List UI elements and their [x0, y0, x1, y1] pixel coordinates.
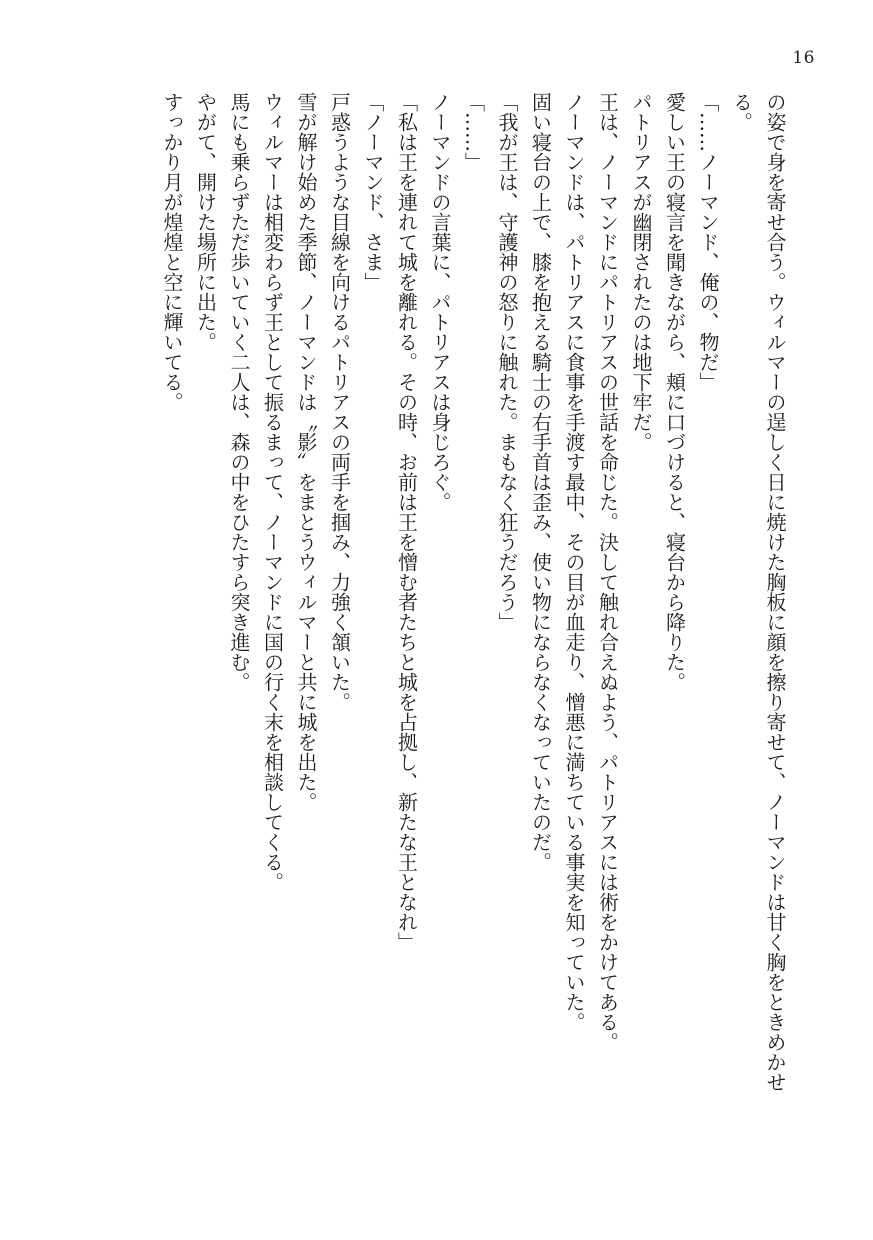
text-line: る。: [729, 92, 754, 132]
text-line: 馬にも乗らずただ歩いていく二人は、森の中をひたすら突き進む。: [227, 92, 251, 692]
text-line: の姿で身を寄せ合う。ウィルマーの逞しく日に焼けた胸板に顔を擦り寄せて、ノーマンドは甘く胸をときめかせ: [763, 92, 787, 1092]
text-line: 王は、ノーマンドにパトリアスの世話を命じた。決して触れ合えぬよう、パトリアスには術をかけてある。: [595, 92, 620, 1052]
text-line: 「我が王は、守護神の怒りに触れた。まもなく狂うだろう」: [495, 92, 519, 632]
text-line: 雪が解け始めた季節、ノーマンドは〝影〟をまとうウィルマーと共に城を出た。: [294, 92, 318, 812]
text-line: 「ノーマンド、さま」: [361, 92, 385, 292]
text-line: ノーマンドは、パトリアスに食事を手渡す最中、その目が血走り、憎悪に満ちている事実を知っていた。: [562, 92, 586, 1032]
text-line: 「……ノーマンド、俺の、物だ」: [696, 92, 720, 392]
page-number: 16: [792, 48, 815, 68]
text-line: パトリアスが幽閉されたのは地下牢だ。: [629, 92, 653, 452]
text-line: 固い寝台の上で、膝を抱える騎士の右手首は歪み、使い物にならなくなっていたのだ。: [528, 92, 553, 872]
text-line: 「私は王を連れて城を離れる。その時、お前は王を憎む者たちと城を占拠し、新たな王となれ」: [394, 92, 419, 952]
text-line: 愛しい王の寝言を聞きながら、頬に口づけると、寝台から降りた。: [662, 92, 687, 692]
text-line: 戸惑うような目線を向けるパトリアスの両手を掴み、力強く頷いた。: [327, 92, 352, 712]
text-line: やがて、開けた場所に出た。: [193, 92, 218, 352]
text-line: ウィルマーは相変わらず王として振るまって、ノーマンドに国の行く末を相談してくる。: [260, 92, 285, 892]
text-line: ノーマンドの言葉に、パトリアスは身じろぐ。: [428, 92, 452, 512]
text-line: すっかり月が煌煌と空に輝いてる。: [160, 92, 184, 412]
text-line: 「……」: [461, 92, 486, 172]
vertical-text-body: [155, 92, 792, 1152]
